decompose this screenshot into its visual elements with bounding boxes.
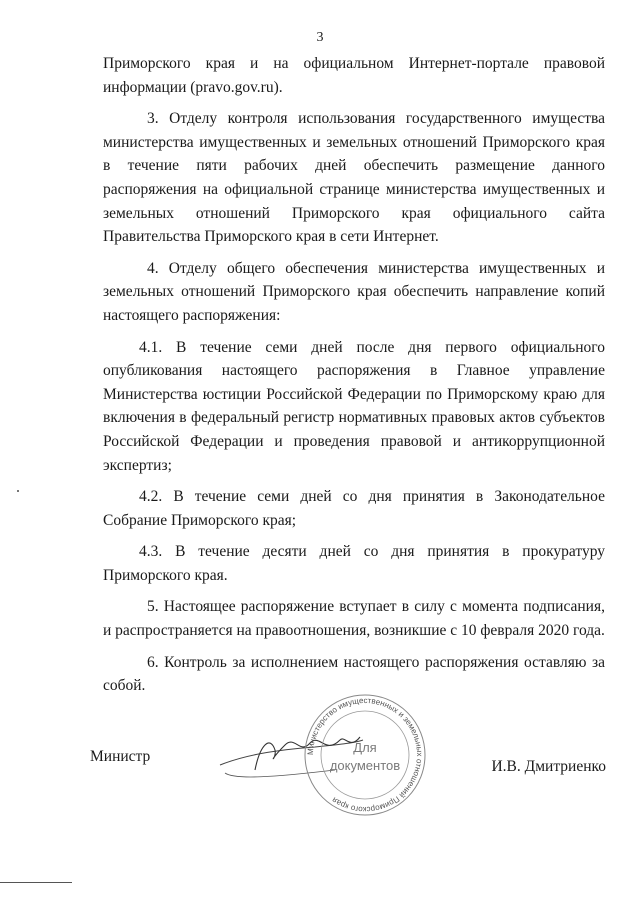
- document-body: [103, 52, 605, 706]
- paragraph-5: 5. Настоящее распоряжение вступает в силу с момента подписания, и распространяется на правоотношения, возникшие с 10 февраля 2020 года.: [103, 598, 605, 640]
- signatory-position: Министр: [90, 748, 151, 765]
- paragraph-4-1: 4.1. В течение семи дней после дня первого официального опубликования настоящего распоряжения в Главное управление Министерства юстиции Российской Федерации по Приморскому краю для включения в федеральный регистр нормативных правовых актов субъектов Российской Федерации и проведения правовой и антикоррупционной экспертиз;: [103, 338, 605, 474]
- paragraph-continuation: Приморского края и на официальном Интернет-портале правовой информации (pravo.gov.ru).: [103, 55, 605, 96]
- page-number: 3: [316, 30, 324, 45]
- paragraph-3: 3. Отделу контроля использования государственного имущества министерства имущественных и земельных отношений Приморского края в течение пяти рабочих дней обеспечить размещение данного распоряжения на официальной странице министерства имущественных и земельных отношений Приморского края официального сайта Правительства Приморского края в сети Интернет.: [103, 110, 605, 246]
- seal-line-1: Для: [353, 740, 377, 755]
- margin-mark: [17, 490, 19, 492]
- signatory-name: И.В. Дмитриенко: [491, 758, 606, 775]
- paragraph-6: 6. Контроль за исполнением настоящего распоряжения оставляю за собой.: [103, 653, 605, 695]
- signature-block: [90, 748, 606, 775]
- seal-ring-text: Министерство имущественных и земельных отношений Приморского края: [305, 695, 425, 815]
- paragraph-4-2: 4.2. В течение семи дней со дня принятия в Законодательное Собрание Приморского края;: [103, 488, 605, 529]
- footer-rule: [0, 882, 72, 883]
- paragraph-4-3: 4.3. В течение десяти дней со дня принятия в прокуратуру Приморского края.: [103, 543, 605, 584]
- paragraph-4: 4. Отделу общего обеспечения министерства имущественных и земельных отношений Приморского края обеспечить направление копий настоящего распоряжения:: [103, 259, 605, 324]
- seal-line-2: документов: [329, 758, 401, 773]
